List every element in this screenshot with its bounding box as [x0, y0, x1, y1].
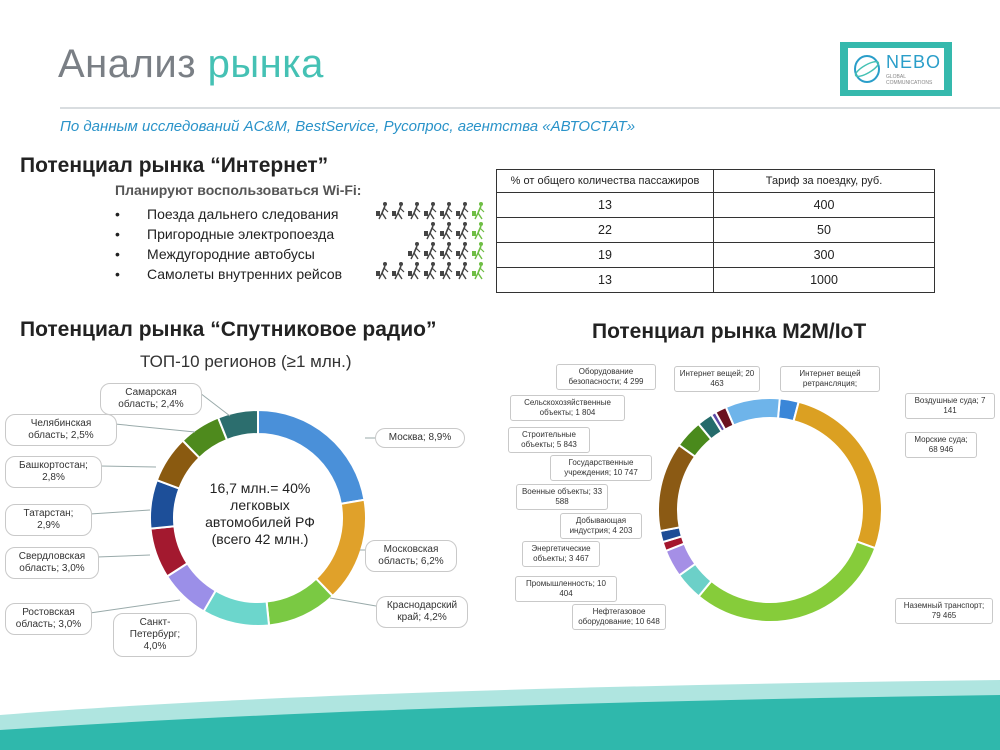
m2m-data-label: Интернет вещей ретрансляция; — [780, 366, 880, 392]
internet-subheading: Планируют воспользоваться Wi-Fi: — [115, 182, 362, 198]
radio-data-label: Татарстан; 2,9% — [5, 504, 92, 536]
m2m-data-label: Наземный транспорт; 79 465 — [895, 598, 993, 624]
table-row: 13 1000 — [497, 268, 935, 293]
radio-slice — [267, 579, 333, 626]
radio-center-text: 16,7 млн.= 40% легковых автомобилей РФ (всего 42 млн.) — [205, 480, 315, 547]
m2m-data-label: Энергетические объекты; 3 467 — [522, 541, 600, 567]
m2m-slice — [794, 402, 882, 548]
m2m-data-label: Морские суда; 68 946 — [905, 432, 977, 458]
m2m-data-label: Воздушные суда; 7 141 — [905, 393, 995, 419]
logo-subtext: GLOBAL COMMUNICATIONS — [886, 74, 933, 86]
list-item: • Самолеты внутренних рейсов — [115, 266, 343, 282]
m2m-data-label: Добывающая индустрия; 4 203 — [560, 513, 642, 539]
internet-heading: Потенциал рынка “Интернет” — [20, 154, 329, 177]
m2m-data-label: Военные объекты; 33 588 — [516, 484, 608, 510]
m2m-slice — [658, 445, 695, 531]
decorative-wave — [0, 655, 1000, 750]
m2m-data-label: Строительные объекты; 5 843 — [508, 427, 590, 453]
list-item: • Междугородние автобусы — [115, 246, 315, 262]
radio-data-label: Челябинская область; 2,5% — [5, 414, 117, 446]
radio-data-label: Свердловская область; 3,0% — [5, 547, 99, 579]
table-header: Тариф за поездку, руб. — [714, 170, 935, 193]
m2m-data-label: Государственные учреждения; 10 747 — [550, 455, 652, 481]
m2m-data-label: Промышленность; 10 404 — [515, 576, 617, 602]
radio-data-label: Краснодарский край; 4,2% — [376, 596, 468, 628]
radio-data-label: Башкортостан; 2,8% — [5, 456, 102, 488]
radio-data-label: Самарская область; 2,4% — [100, 383, 202, 415]
m2m-data-label: Нефтегазовое оборудование; 10 648 — [572, 604, 666, 630]
table-row: 22 50 — [497, 218, 935, 243]
logo-text: NEBO — [886, 52, 942, 72]
list-item: • Поезда дальнего следования — [115, 206, 339, 222]
m2m-slice — [699, 541, 876, 622]
radio-heading: Потенциал рынка “Спутниковое радио” — [20, 318, 437, 341]
radio-data-label: Ростовская область; 3,0% — [5, 603, 92, 635]
table-row: 13 400 — [497, 193, 935, 218]
radio-data-label: Москва; 8,9% — [375, 428, 465, 448]
m2m-heading: Потенциал рынка M2M/IoT — [592, 320, 867, 343]
list-item: • Пригородные электропоезда — [115, 226, 335, 242]
radio-data-label: Санкт-Петербург; 4,0% — [113, 613, 197, 657]
table-row: 19 300 — [497, 243, 935, 268]
table-header: % от общего количества пассажиров — [497, 170, 714, 193]
m2m-data-label: Оборудование безопасности; 4 299 — [556, 364, 656, 390]
m2m-data-label: Интернет вещей; 20 463 — [674, 366, 760, 392]
page-subtitle: По данным исследований AC&M, BestService, Русопрос, агентства «АВТОСТАТ» — [60, 118, 636, 135]
m2m-data-label: Сельскохозяйственные объекты; 1 804 — [510, 395, 625, 421]
title-part-1: Анализ — [58, 42, 197, 86]
title-part-2: рынка — [207, 42, 324, 86]
radio-subheading: ТОП-10 регионов (≥1 млн.) — [140, 352, 352, 371]
m2m-slice — [726, 398, 780, 425]
radio-data-label: Московская область; 6,2% — [365, 540, 457, 572]
